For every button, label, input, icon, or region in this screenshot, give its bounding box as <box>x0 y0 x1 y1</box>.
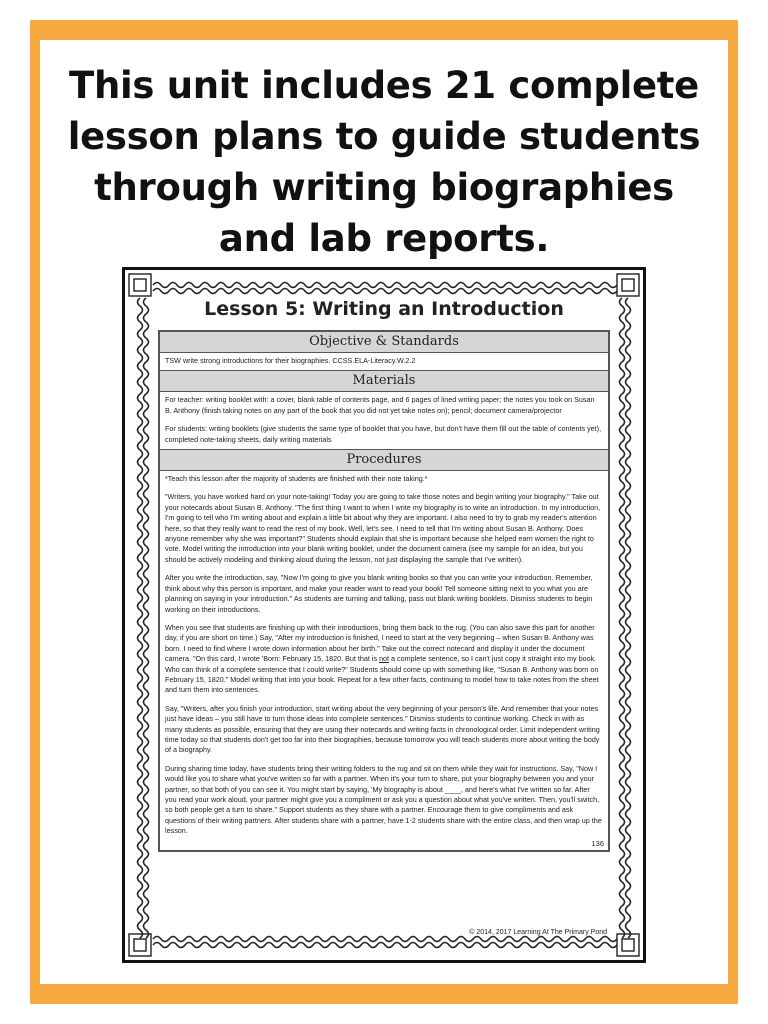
materials-text <box>160 392 608 450</box>
headline-line-1: This unit includes 21 complete <box>69 64 699 107</box>
procedure-paragraph-3 <box>165 623 603 696</box>
materials-teacher: For teacher: writing booklet with: a cover, blank table of contents page, and 6 pages of lined writing paper; the notes you took on Susan B. Anthony (finish taking notes on any part of the book that you did not yet take notes on); pencil; document camera/projector <box>165 395 595 415</box>
procedure-paragraph-2: After you write the introduction, say, "Now I'm going to give you blank writing books so that you can write your introduction. Remember, think about why this person is important, and make your reader want to read your book! Tell someone sitting next to you what you are planning on saying in your introduction." As students are turning and talking, pass out blank writing booklets. Dismiss students to begin working on their introductions. <box>165 573 593 614</box>
procedure-paragraph-5: During sharing time today, have students bring their writing folders to the rug and sit on them while they wait for instructions. Say, "Now I would like you to share what you've written so far with a partner. When it's your turn to share, put your biography between you and your partner, so that both of you can see it. You might start by saying, 'My biography is about ____, and here's what I've written so far. After you read your work aloud, your partner might give you a compliment or ask you a question about what you've written. Then, you'll switch, so both people get a turn to share." Support students as they share with a partner. Encourage them to give compliments and ask questions of their writing partners. After students share with a partner, have 1-2 students share with the entire class, and then wrap up the lesson. <box>165 763 602 836</box>
materials-heading: Materials <box>160 371 608 392</box>
procedure-paragraph-1: "Writers, you have worked hard on your note-taking! Today you are going to take those notes and begin writing your biography." Take out your notecards about Susan B. Anthony. "The first thing I want to when I write my biography is to write an introduction. In my introduction, I'm going to tell who I'm writing about and explain a little bit about why they are important. I also need to try to grab my reader's attention here, so that they really want to read the rest of my book. Well, let's see. I need to tell that I'm writing about Susan B. Anthony. Does anyone remember why she was important?" Students should explain that she is important because she helped earn women the right to vote. Model writing the introduction into your blank writing booklet, under the document camera (see my sample for an idea, but you should be actively modeling and thinking aloud during the lesson, not just displaying the sample that I've written). <box>165 492 601 564</box>
headline-line-2: lesson plans to guide students <box>67 115 701 158</box>
procedure-underlined-word: not <box>379 654 390 664</box>
worksheet-page <box>122 267 646 963</box>
procedure-paragraph-3-part-b: a complete sentence, so I can't just copy it straight into my book. Who can think of a complete sentence that I could write?" Students should come up with something like, "Susan B. Anthony was born on February 15, 1820." Model writing that into your book. Repeat for a few other facts, continuing to model how to take notes from the sheet and turn them into sentences. <box>165 654 599 695</box>
materials-students: For students: writing booklets (give students the same type of booklet that you have, but don't have them fill out the table of contents yet), completed note-taking sheets, daily writing materials <box>165 424 602 444</box>
procedure-paragraph-3-part-a: When you see that students are finishing up with their introductions, bring them back to the rug. (You can also save this part for another day, if you are short on time.) Say, "After my introduction is finished, I need to start at the very beginning – when Susan B. Anthony was born. I need to find where I wrote down information about her birth." Take out the correct notecard and display it under the document camera. "On this card, I wrote 'Born: February 15, 1820. But that is <box>165 622 595 664</box>
procedure-paragraph-4: Say, "Writers, after you finish your introduction, start writing about the very beginning of your person's life. And remember that your notes just have ideas – you still have to turn those ideas into complete sentences." Dismiss students to continue working. Check in with as many students as possible, ensuring that they are using their notecards and writing facts in chronological order. Limit independent writing time today so that students don't get too far into their biographies, because tomorrow you will teach students more about writing the body of a biography. <box>165 703 600 755</box>
procedures-text <box>160 471 608 839</box>
copyright-footer: © 2014, 2017 Learning At The Primary Pond <box>469 929 607 936</box>
headline-line-4: and lab reports. <box>218 217 550 260</box>
page-number: 136 <box>591 838 604 848</box>
objective-statement: TSW write strong introductions for their biographies. CCSS.ELA-Literacy.W.2.2 <box>165 356 416 365</box>
procedures-heading: Procedures <box>160 450 608 471</box>
headline-line-3: through writing biographies <box>94 166 674 209</box>
objective-heading: Objective & Standards <box>160 332 608 353</box>
lesson-title: Lesson 5: Writing an Introduction <box>204 298 564 320</box>
lesson-table <box>158 330 610 852</box>
procedure-note: *Teach this lesson after the majority of students are finished with their note taking.* <box>165 474 428 484</box>
objective-text <box>160 353 608 371</box>
headline <box>40 60 728 264</box>
